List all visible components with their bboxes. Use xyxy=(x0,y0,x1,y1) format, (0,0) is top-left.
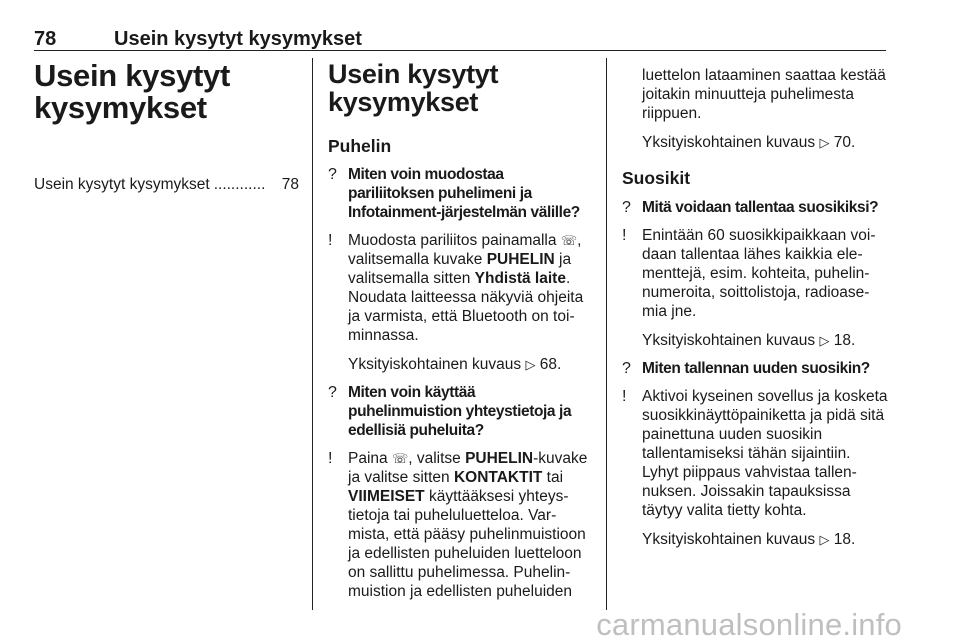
question-icon: ? xyxy=(328,166,337,183)
question-4-text: Miten tallennan uuden suosikin? xyxy=(642,360,870,377)
caret-icon: ▷ xyxy=(819,135,830,150)
answer-4-text: Aktivoi kyseinen sovellus ja kosketa suosikkinäyttöpainiketta ja pidä sitä painettuna uuden suosikin tallentamiseksi tähän sijaintiin. Lyhyt piippaus vahvistaa tallennuksen. Joissakin tapauksissa täytyy valita tietty kohta. xyxy=(642,388,888,519)
caret-icon: ▷ xyxy=(525,357,536,372)
question-1-text: Miten voin muodostaa pariliitoksen puhelimeni ja Infotainment-järjestelmän välille? xyxy=(348,166,580,221)
question-icon: ? xyxy=(328,384,337,401)
reference-text: Yksityiskohtainen kuvaus xyxy=(642,134,820,151)
answer-2-text: tai xyxy=(542,469,564,486)
phone-icon: ☏ xyxy=(560,233,578,248)
answer-1-text: . Noudata laitteessa näkyviä ohjeita ja varmista, että Bluetooth on toiminnassa. xyxy=(348,270,584,344)
column-2 xyxy=(328,60,592,601)
answer-2 xyxy=(328,449,592,601)
header-title: Usein kysytyt kysymykset xyxy=(114,28,362,50)
answer-2-text: , valitse xyxy=(408,450,466,467)
toc-entry[interactable] xyxy=(34,176,299,194)
answer-2-text: käyttääksesi yhteystietoja tai puheluluetteloa. Varmista, että pääsy puhelinmuistioon ja edellisten puheluiden luetteloon on sallittu puhelimessa. Puhelinmuistion ja edellisten puheluiden xyxy=(348,488,586,600)
answer-1-text: ja valitsemalla sitten xyxy=(348,251,572,287)
column-1 xyxy=(34,60,299,194)
reference-text: Yksityiskohtainen kuvaus xyxy=(642,531,820,548)
question-2-text: Miten voin käyttää puhelinmuistion yhteystietoja ja edellisiä puheluita? xyxy=(348,384,572,439)
column-3 xyxy=(622,66,888,549)
subsection-puhelin: Puhelin xyxy=(328,136,392,156)
continued-text: luettelon lataaminen saattaa kestää joitakin minuutteja puhelimesta riippuen. xyxy=(642,67,886,122)
header-rule xyxy=(34,50,886,51)
reference-3[interactable] xyxy=(622,331,888,350)
reference-1[interactable] xyxy=(328,355,592,374)
section-title: Usein kysytyt kysymykset xyxy=(328,59,499,117)
page-header xyxy=(34,28,362,51)
answer-icon: ! xyxy=(328,232,333,249)
column-divider-1 xyxy=(312,58,313,610)
yhdista-laite-label: Yhdistä laite xyxy=(474,270,566,287)
answer-3 xyxy=(622,226,888,321)
reference-4[interactable] xyxy=(622,530,888,549)
reference-0[interactable] xyxy=(622,133,888,152)
answer-3-text: Enintään 60 suosikkipaikkaan voidaan tallentaa lähes kaikkia elementtejä, esim. kohteita, puhelinnumeroita, soittolistoja, radioasemia jne. xyxy=(642,227,876,320)
answer-1 xyxy=(328,231,592,345)
question-1 xyxy=(328,165,592,222)
watermark: carmanualsonline.info xyxy=(596,607,902,642)
caret-icon: ▷ xyxy=(819,333,830,348)
reference-page: 18. xyxy=(833,332,856,349)
page-number: 78 xyxy=(34,28,57,50)
puhelin-label: PUHELIN xyxy=(486,251,555,268)
answer-icon: ! xyxy=(328,450,333,467)
question-2 xyxy=(328,383,592,440)
reference-page: 70. xyxy=(833,134,856,151)
reference-page: 18. xyxy=(833,531,856,548)
column-divider-2 xyxy=(606,58,607,610)
answer-1-text: , valitsemalla kuvake xyxy=(348,232,582,268)
toc-page: 78 xyxy=(281,176,299,193)
answer-2-text: -kuvake ja valitse sitten xyxy=(348,450,588,486)
answer-icon: ! xyxy=(622,388,627,405)
kontaktit-label: KONTAKTIT xyxy=(453,469,543,486)
chapter-title: Usein kysytyt kysymykset xyxy=(34,58,230,125)
question-icon: ? xyxy=(622,199,631,216)
reference-text: Yksityiskohtainen kuvaus xyxy=(348,356,526,373)
question-icon: ? xyxy=(622,360,631,377)
answer-4 xyxy=(622,387,888,520)
caret-icon: ▷ xyxy=(819,532,830,547)
question-4 xyxy=(622,359,888,378)
puhelin-label: PUHELIN xyxy=(465,450,534,467)
viimeiset-label: VIIMEISET xyxy=(348,488,425,505)
reference-text: Yksityiskohtainen kuvaus xyxy=(642,332,820,349)
answer-1-text: Muodosta pariliitos painamalla xyxy=(348,232,561,249)
reference-page: 68. xyxy=(539,356,562,373)
question-3 xyxy=(622,198,888,217)
answer-icon: ! xyxy=(622,227,627,244)
answer-2-text: Paina xyxy=(348,450,392,467)
subsection-suosikit: Suosikit xyxy=(622,168,691,188)
toc-dots: ............ xyxy=(213,176,266,193)
toc-label: Usein kysytyt kysymykset xyxy=(34,176,210,193)
phone-icon: ☏ xyxy=(391,451,409,466)
question-3-text: Mitä voidaan tallentaa suosikiksi? xyxy=(642,199,879,216)
